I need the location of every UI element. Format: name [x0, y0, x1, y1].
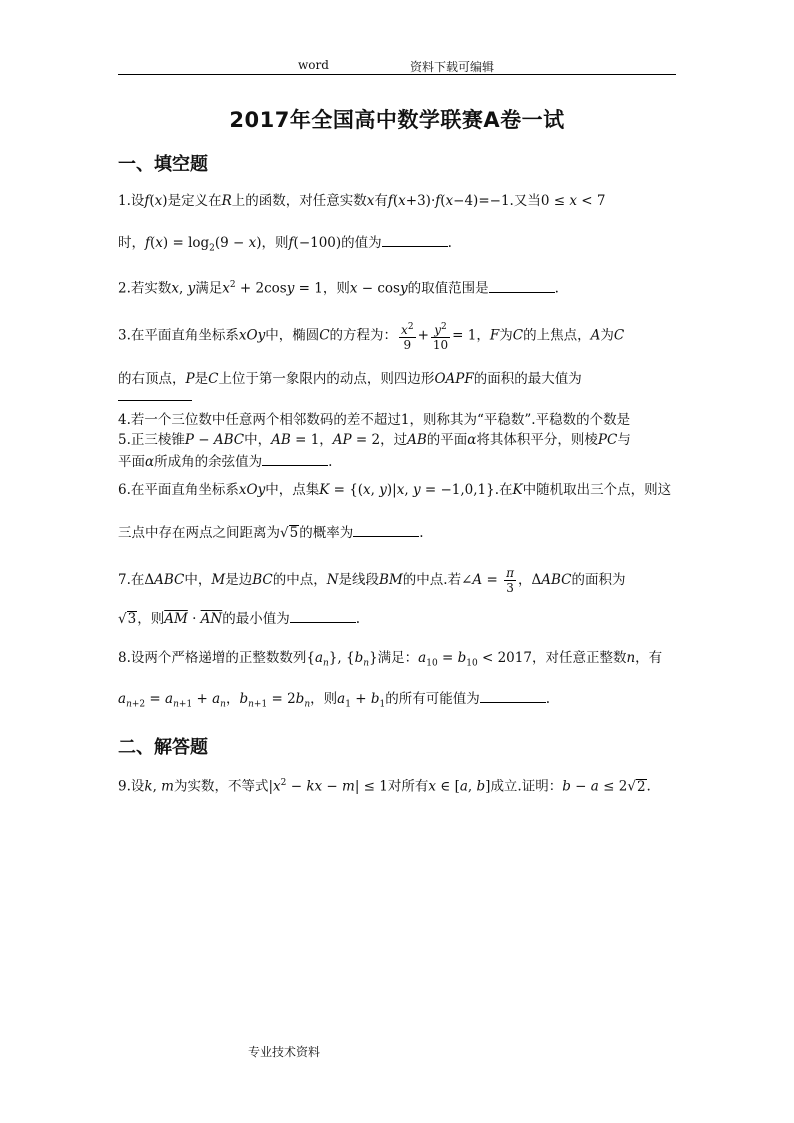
- header-right: 资料下载可编辑: [410, 60, 495, 74]
- question-1-line-1: 1.设f(x)是定义在R上的函数，对任意实数x有f(x+3)·f(x−4)=−1.又当0 ≤ x < 7: [118, 193, 606, 209]
- question-8-line-2: $a_{n+2} = a_{n+1} + a_n$，$b_{n+1} = 2b_n$，则$a_1 + b_1$的所有可能值为 .: [118, 691, 551, 710]
- page-title: 2017年全国高中数学联赛A卷一试: [229, 108, 565, 132]
- question-6-line-2: 三点中存在两点之间距离为√5的概率为 .: [118, 525, 424, 541]
- question-7-line-1: 7.在ΔABC中，M是边BC的中点，N是线段BM的中点.若∠A = $\frac{\pi}{3}$ ，ΔABC的面积为: [118, 566, 626, 595]
- question-5-line-2: 平面α所成角的余弦值为 .: [118, 454, 333, 470]
- section-solutions: 二、解答题: [118, 737, 208, 758]
- question-4: 4.若一个三位数中任意两个相邻数码的差不超过1，则称其为“平稳数”.平稳数的个数是: [118, 412, 631, 428]
- header-rule: [118, 74, 676, 75]
- question-3-line-2: 的右顶点，P是C上位于第一象限内的动点，则四边形OAPF的面积的最大值为: [118, 371, 582, 387]
- question-2: 2.若实数x, y满足$x^2 + 2\cos y = 1$，则x − cosy的取值范围是 .: [118, 280, 559, 297]
- answer-blank[interactable]: [353, 524, 419, 537]
- answer-blank[interactable]: [489, 280, 555, 293]
- answer-blank[interactable]: [262, 453, 328, 466]
- question-8-line-1: 8.设两个严格递增的正整数数列$\{a_n\}$, $\{b_n\}$满足：$a_{10} = b_{10} < 2017$，对任意正整数n，有: [118, 650, 663, 669]
- answer-blank[interactable]: [480, 690, 546, 703]
- header-left: word: [298, 58, 329, 72]
- answer-blank[interactable]: [118, 400, 192, 401]
- question-3-line-1: 3.在平面直角坐标系xOy中，椭圆C的方程为： $\frac{x^2}{9}$ + $\frac{y^2}{10}$ = 1，F为C的上焦点，A为C: [118, 322, 625, 352]
- footer-text: 专业技术资料: [248, 1045, 321, 1059]
- question-1-line-2: 时，$f(x) = \log_2(9 - x)$，则f(−100)的值为 .: [118, 235, 452, 254]
- question-5-line-1: 5.正三棱锥P − ABC中，AB = 1，AP = 2，过AB的平面α将其体积平分，则棱PC与: [118, 432, 631, 448]
- answer-blank[interactable]: [382, 234, 448, 247]
- question-9: 9.设k, m为实数，不等式$|x^2$ − kx − m| ≤ 1对所有x ∈ [a, b]成立.证明：b − a ≤ 2√2.: [118, 778, 651, 795]
- answer-blank[interactable]: [290, 610, 356, 623]
- question-6-line-1: 6.在平面直角坐标系xOy中，点集K = {(x, y)|x, y = −1,0,1}.在K中随机取出三个点，则这: [118, 482, 672, 498]
- question-7-line-2: √3，则$\overline{AM} \cdot \overline{AN}$的最小值为 .: [118, 611, 361, 627]
- section-fill-blank: 一、填空题: [118, 154, 208, 175]
